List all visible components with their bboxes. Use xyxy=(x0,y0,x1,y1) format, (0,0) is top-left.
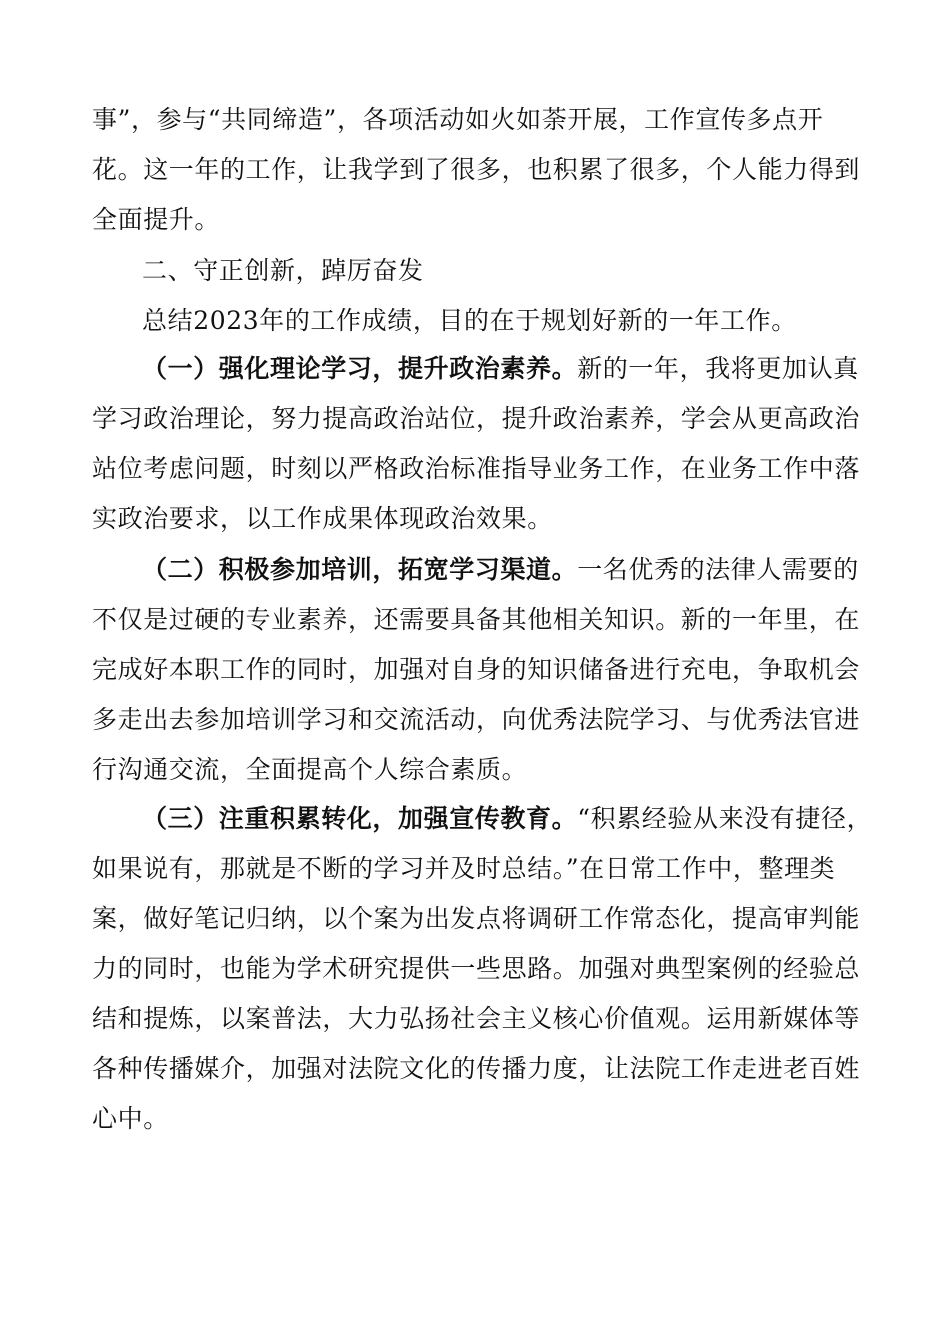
paragraph-line: 不仅是过硬的专业素养，还需要具备其他相关知识。新的一年里，在 xyxy=(92,605,861,634)
section-heading-text: 二、守正创新，踔厉奋发 xyxy=(142,256,424,285)
paragraph-line: 事”，参与“共同缔造”，各项活动如火如荼开展，工作宣传多点开 xyxy=(92,105,824,134)
item-1 xyxy=(92,344,862,544)
item-title: （一）强化理论学习，提升政治素养。 xyxy=(142,354,578,383)
item-first-line xyxy=(92,344,862,394)
paragraph-line: 实政治要求，以工作成果体现政治效果。 xyxy=(92,504,553,533)
paragraph-line: 案，做好笔记归纳，以个案为出发点将调研工作常态化，提高审判能 xyxy=(92,904,861,933)
paragraph-line: 心中。 xyxy=(92,1104,169,1133)
paragraph-line: 学习政治理论，努力提高政治站位，提升政治素养，学会从更高政治 xyxy=(92,404,861,433)
item-first-line-text: 一名优秀的法律人需要的 xyxy=(577,555,859,584)
item-title: （三）注重积累转化，加强宣传教育。 xyxy=(142,804,578,833)
section-heading xyxy=(92,246,862,296)
paragraph-line: 全面提升。 xyxy=(92,205,221,234)
paragraph-continued xyxy=(92,95,862,245)
item-3 xyxy=(92,794,873,1144)
section-intro-text: 总结2023年的工作成绩，目的在于规划好新的一年工作。 xyxy=(142,306,797,335)
paragraph-line: 完成好本职工作的同时，加强对自身的知识储备进行充电，争取机会 xyxy=(92,655,861,684)
paragraph-line: 力的同时，也能为学术研究提供一些思路。加强对典型案例的经验总 xyxy=(92,954,861,983)
paragraph-line: 如果说有，那就是不断的学习并及时总结。”在日常工作中，整理类 xyxy=(92,854,836,883)
paragraph-line: 各种传播媒介，加强对法院文化的传播力度，让法院工作走进老百姓 xyxy=(92,1054,861,1083)
item-title: （二）积极参加培训，拓宽学习渠道。 xyxy=(142,555,578,584)
paragraph-line: 站位考虑问题，时刻以严格政治标准指导业务工作，在业务工作中落 xyxy=(92,454,861,483)
paragraph-line: 结和提炼，以案普法，大力弘扬社会主义核心价值观。运用新媒体等 xyxy=(92,1004,861,1033)
item-first-line xyxy=(92,545,862,595)
item-first-line-text: “积累经验从来没有捷径， xyxy=(577,804,873,833)
paragraph-line: 花。这一年的工作，让我学到了很多，也积累了很多，个人能力得到 xyxy=(92,155,861,184)
item-first-line-text: 新的一年，我将更加认真 xyxy=(577,354,859,383)
item-first-line xyxy=(92,794,873,844)
item-2 xyxy=(92,545,862,795)
paragraph-line: 行沟通交流，全面提高个人综合素质。 xyxy=(92,755,528,784)
section-intro xyxy=(92,296,862,346)
paragraph-line: 多走出去参加培训学习和交流活动，向优秀法院学习、与优秀法官进 xyxy=(92,705,861,734)
